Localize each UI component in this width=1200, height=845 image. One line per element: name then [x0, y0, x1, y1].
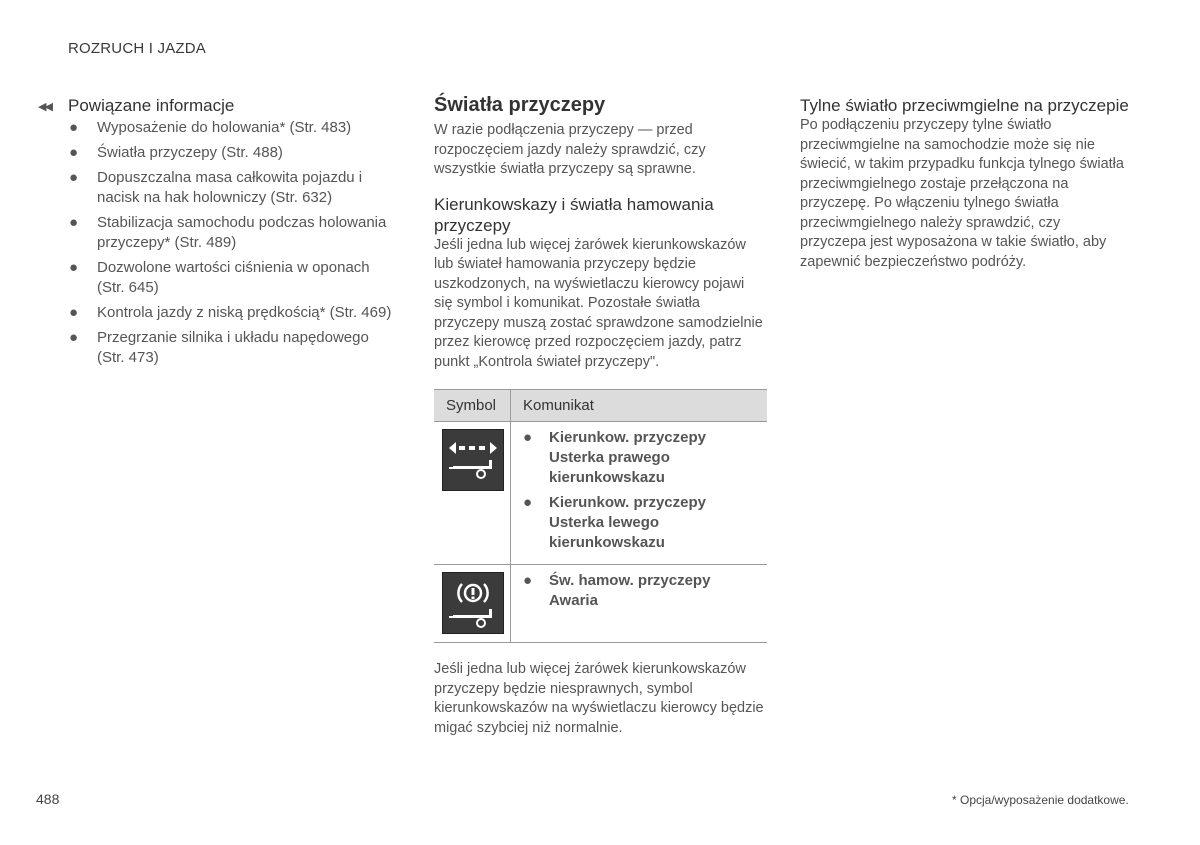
table-header-message: Komunikat	[511, 390, 768, 422]
section-title: Światła przyczepy	[434, 94, 606, 116]
section-header: ROZRUCH I JAZDA	[68, 40, 206, 57]
message-item: ● Kierunkow. przyczepy Usterka lewego kierunkowskazu	[523, 494, 706, 551]
related-link[interactable]: ● Dopuszczalna masa całkowita pojazdu i nacisk na hak holowniczy (Str. 632)	[69, 169, 363, 206]
subsection-title: Kierunkowskazy i światła hamowania przyczepy	[434, 194, 714, 235]
trailer-lights-section	[434, 94, 764, 738]
fog-title: Tylne światło przeciwmgielne na przyczepie	[800, 96, 1129, 115]
rewind-icon: ◀◀	[38, 100, 51, 113]
trailer-turn-signal-icon	[442, 429, 504, 491]
table-row	[434, 422, 767, 565]
fog-light-section	[800, 95, 1130, 272]
message-item: ● Kierunkow. przyczepy Usterka prawego kierunkowskazu	[523, 429, 706, 486]
trailer-brake-light-icon	[442, 572, 504, 634]
related-link[interactable]: ● Przegrzanie silnika i układu napędowego (Str. 473)	[69, 329, 369, 366]
message-item: ● Św. hamow. przyczepy Awaria	[523, 572, 711, 609]
page-number: 488	[36, 791, 60, 807]
related-info	[38, 96, 398, 373]
table-header-symbol: Symbol	[434, 390, 511, 422]
subsection-text: Jeśli jedna lub więcej żarówek kierunkowskazów lub świateł hamowania przyczepy będzie uszkodzonych, na wyświetlaczu kierowcy pojawi się symbol i komunikat. Pozostałe światła przyczepy muszą zostać sprawdzone samodzielnie przez kierowcę przed rozpoczęciem jazdy, patrz punkt „Kontrola świateł przyczepy".	[434, 236, 763, 370]
related-list	[38, 118, 398, 368]
related-title: Powiązane informacje	[68, 96, 235, 115]
related-link[interactable]: ● Kontrola jazdy z niską prędkością* (Str. 469)	[69, 304, 392, 321]
related-link[interactable]: ● Wyposażenie do holowania* (Str. 483)	[69, 119, 352, 136]
related-link[interactable]: ● Dozwolone wartości ciśnienia w oponach (Str. 645)	[69, 259, 370, 296]
related-link[interactable]: ● Stabilizacja samochodu podczas holowania przyczepy* (Str. 489)	[69, 214, 387, 251]
footnote: * Opcja/wyposażenie dodatkowe.	[952, 793, 1129, 807]
intro-text: W razie podłączenia przyczepy — przed rozpoczęciem jazdy należy sprawdzić, czy wszystkie światła przyczepy są sprawne.	[434, 122, 706, 177]
fog-text: Po podłączeniu przyczepy tylne światło przeciwmgielne na samochodzie może się nie świecić, w takim przypadku funkcja tylnego światła przeciwmgielnego zostaje przełączona na przyczepę. Po włączeniu tylnego światła przeciwmgielnego należy sprawdzić, czy przyczepa jest wyposażona w takie światło, aby zapewnić bezpieczeństwo podróży.	[800, 117, 1124, 270]
symbol-table	[434, 389, 767, 643]
table-row	[434, 565, 767, 643]
related-link[interactable]: ● Światła przyczepy (Str. 488)	[69, 144, 283, 161]
after-table-text: Jeśli jedna lub więcej żarówek kierunkowskazów przyczepy będzie niesprawnych, symbol kierunkowskazów na wyświetlaczu kierowcy będzie migać szybciej niż normalnie.	[434, 661, 764, 736]
